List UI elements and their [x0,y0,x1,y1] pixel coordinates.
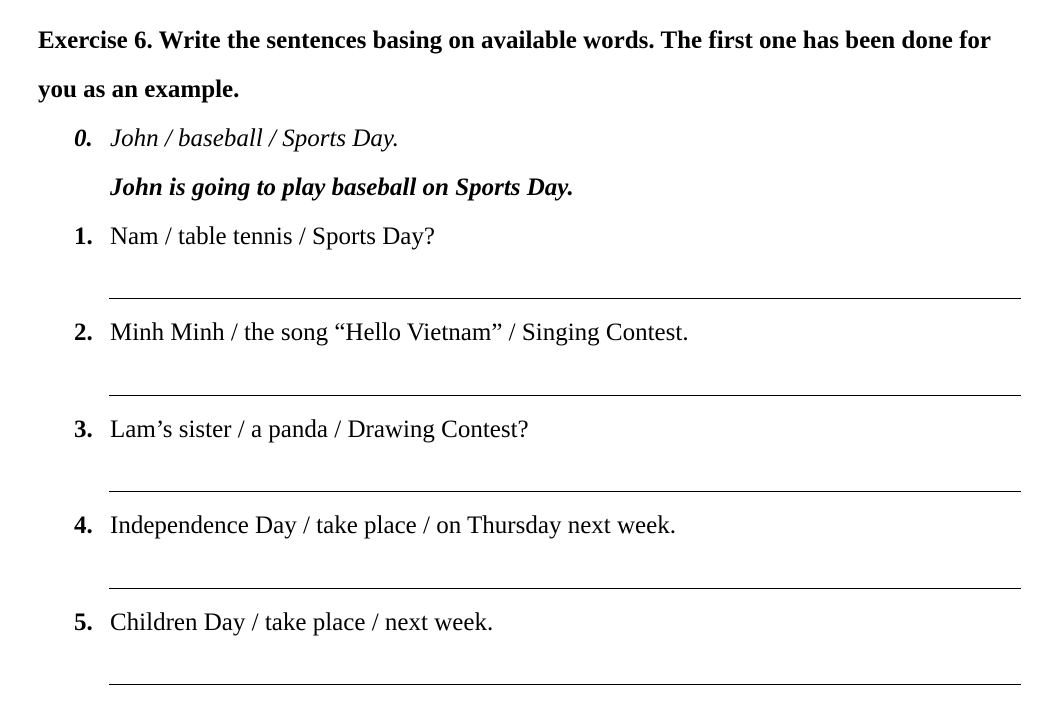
item-number: 1. [74,223,93,250]
example-prompt: John / baseball / Sports Day. [110,125,399,152]
item-prompt: Independence Day / take place / on Thursday next week. [110,512,676,539]
answer-line[interactable] [109,491,1021,492]
item-number: 2. [74,319,93,346]
answer-line[interactable] [109,298,1021,299]
answer-line[interactable] [109,395,1021,396]
item-prompt: Children Day / take place / next week. [110,609,494,636]
item-prompt: Lam’s sister / a panda / Drawing Contest? [110,416,529,443]
answer-line[interactable] [109,588,1021,589]
example-answer: John is going to play baseball on Sports Day. [110,174,574,201]
item-prompt: Nam / table tennis / Sports Day? [110,223,435,250]
example-number: 0. [74,125,93,152]
exercise-heading: Exercise 6. Write the sentences basing on available words. The first one has been done for you as an example. [38,27,991,103]
item-number: 4. [74,512,93,539]
answer-line[interactable] [109,684,1021,685]
item-number: 3. [74,416,93,443]
item-number: 5. [74,609,93,636]
item-prompt: Minh Minh / the song “Hello Vietnam” / Singing Contest. [110,319,689,346]
